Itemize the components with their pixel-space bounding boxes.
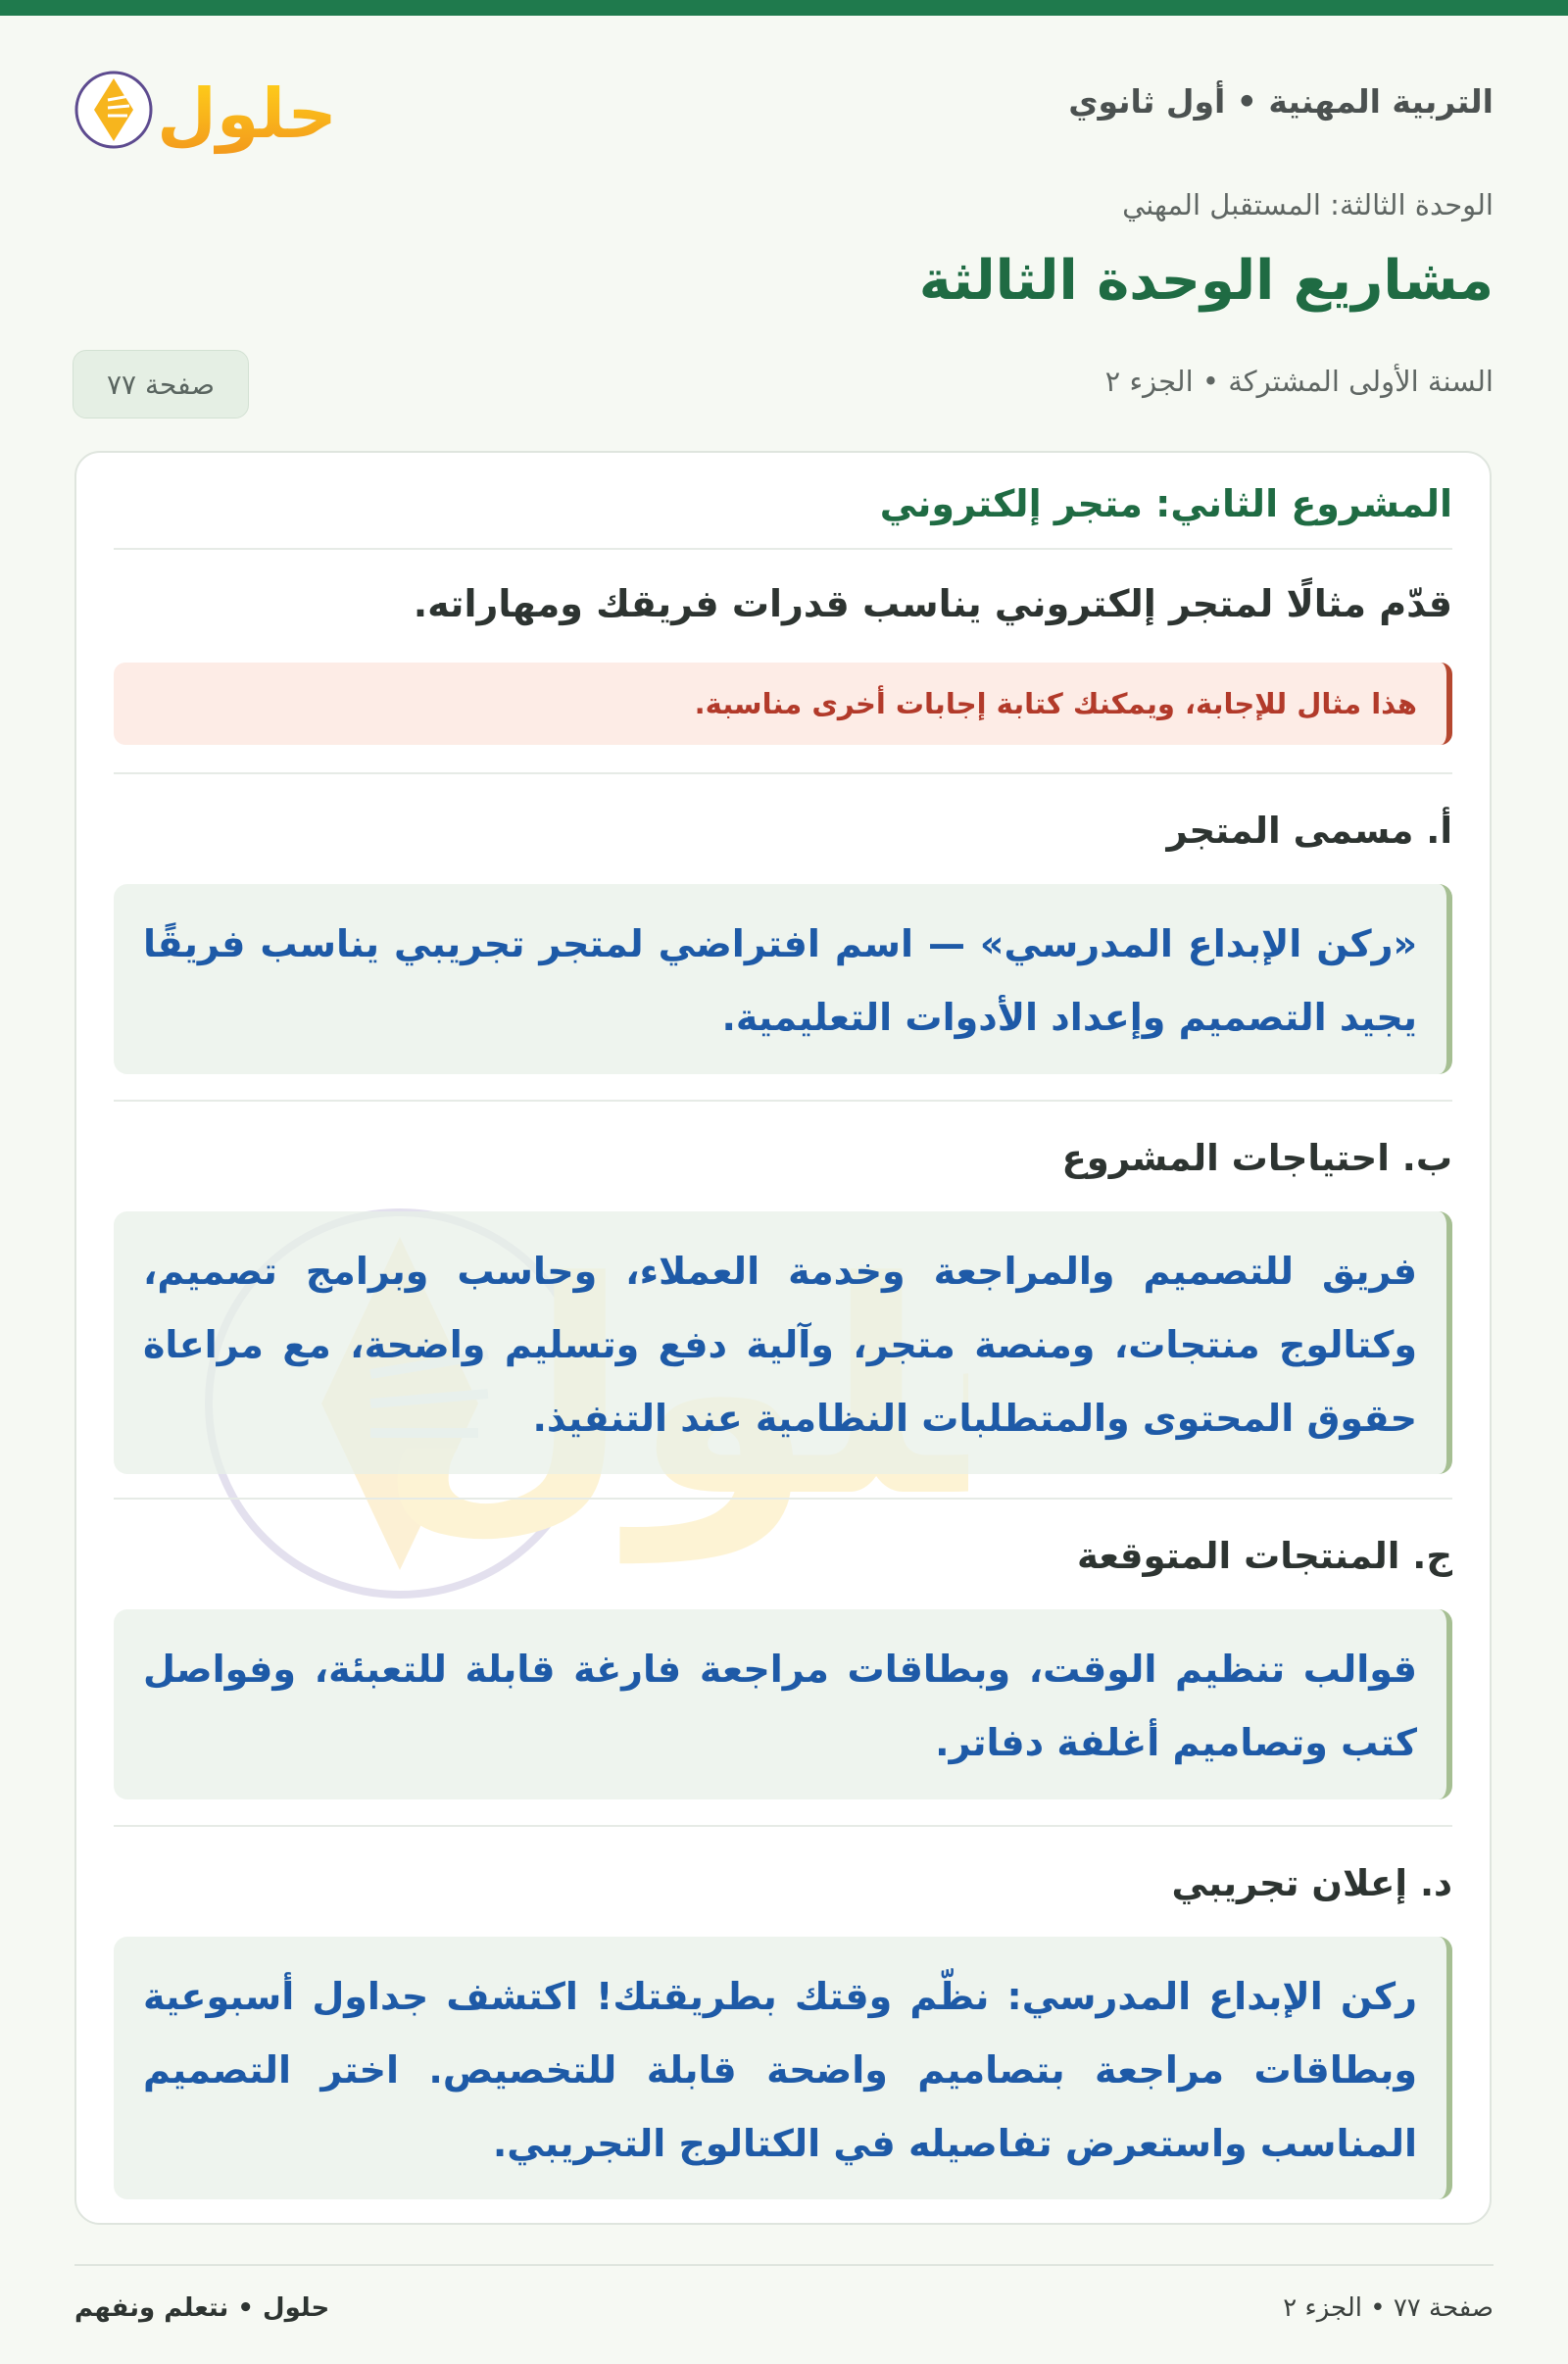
section-label-store-name: أ. مسمى المتجر (1166, 810, 1452, 852)
footer-brand: حلول • نتعلم ونفهم (74, 2293, 330, 2323)
subject-title: التربية المهنية • أول ثانوي (1068, 82, 1494, 121)
footer-divider (74, 2264, 1494, 2266)
project-title: المشروع الثاني: متجر إلكتروني (879, 482, 1452, 525)
answer-box-project-needs (114, 1211, 1452, 1474)
answer-text: «ركن الإبداع المدرسي» — اسم افتراضي لمتجر تجريبي يناسب فريقًا يجيد التصميم وإعداد الأدوات التعليمية. (143, 922, 1417, 1039)
logo[interactable] (73, 55, 337, 157)
page-title: مشاريع الوحدة الثالثة (918, 249, 1494, 313)
svg-text:حلول: حلول (157, 74, 337, 154)
divider (114, 1100, 1452, 1102)
answer-box-trial-ad (114, 1937, 1452, 2199)
section-label-expected-products: ج. المنتجات المتوقعة (1076, 1535, 1452, 1577)
sample-answer-note (114, 663, 1452, 745)
task-prompt: قدّم مثالًا لمتجر إلكتروني يناسب قدرات فريقك ومهاراته. (413, 582, 1452, 625)
answer-text: ركن الإبداع المدرسي: نظّم وقتك بطريقتك! اكتشف جداول أسبوعية وبطاقات مراجعة بتصاميم واضحة قابلة للتخصيص. اختر التصميم المناسب واستعرض تفاصيله في الكتالوج التجريبي. (143, 1975, 1417, 2165)
divider (114, 1498, 1452, 1500)
grade-meta: السنة الأولى المشتركة • الجزء ٢ (1104, 365, 1494, 398)
page-number-badge: صفحة ٧٧ (73, 350, 249, 419)
section-label-trial-ad: د. إعلان تجريبي (1171, 1862, 1452, 1904)
unit-name: الوحدة الثالثة: المستقبل المهني (1122, 188, 1494, 222)
answer-text: قوالب تنظيم الوقت، وبطاقات مراجعة فارغة قابلة للتعبئة، وفواصل كتب وتصاميم أغلفة دفاتر. (143, 1648, 1417, 1764)
answer-text: فريق للتصميم والمراجعة وخدمة العملاء، وحاسب وبرامج تصميم، وكتالوج منتجات، ومنصة متجر، وآلية دفع وتسليم واضحة، مع مراعاة حقوق المحتوى والمتطلبات النظامية عند التنفيذ. (143, 1250, 1417, 1440)
answer-box-store-name (114, 884, 1452, 1074)
hulul-logo-icon (73, 55, 337, 157)
project-card (74, 451, 1492, 2225)
footer-page-info: صفحة ٧٧ • الجزء ٢ (1283, 2293, 1494, 2323)
answer-box-expected-products (114, 1609, 1452, 1799)
note-text: هذا مثال للإجابة، ويمكنك كتابة إجابات أخرى مناسبة. (694, 687, 1417, 720)
top-accent-bar (0, 0, 1568, 16)
section-label-project-needs: ب. احتياجات المشروع (1061, 1137, 1452, 1179)
divider (114, 548, 1452, 550)
divider (114, 772, 1452, 774)
divider (114, 1825, 1452, 1827)
